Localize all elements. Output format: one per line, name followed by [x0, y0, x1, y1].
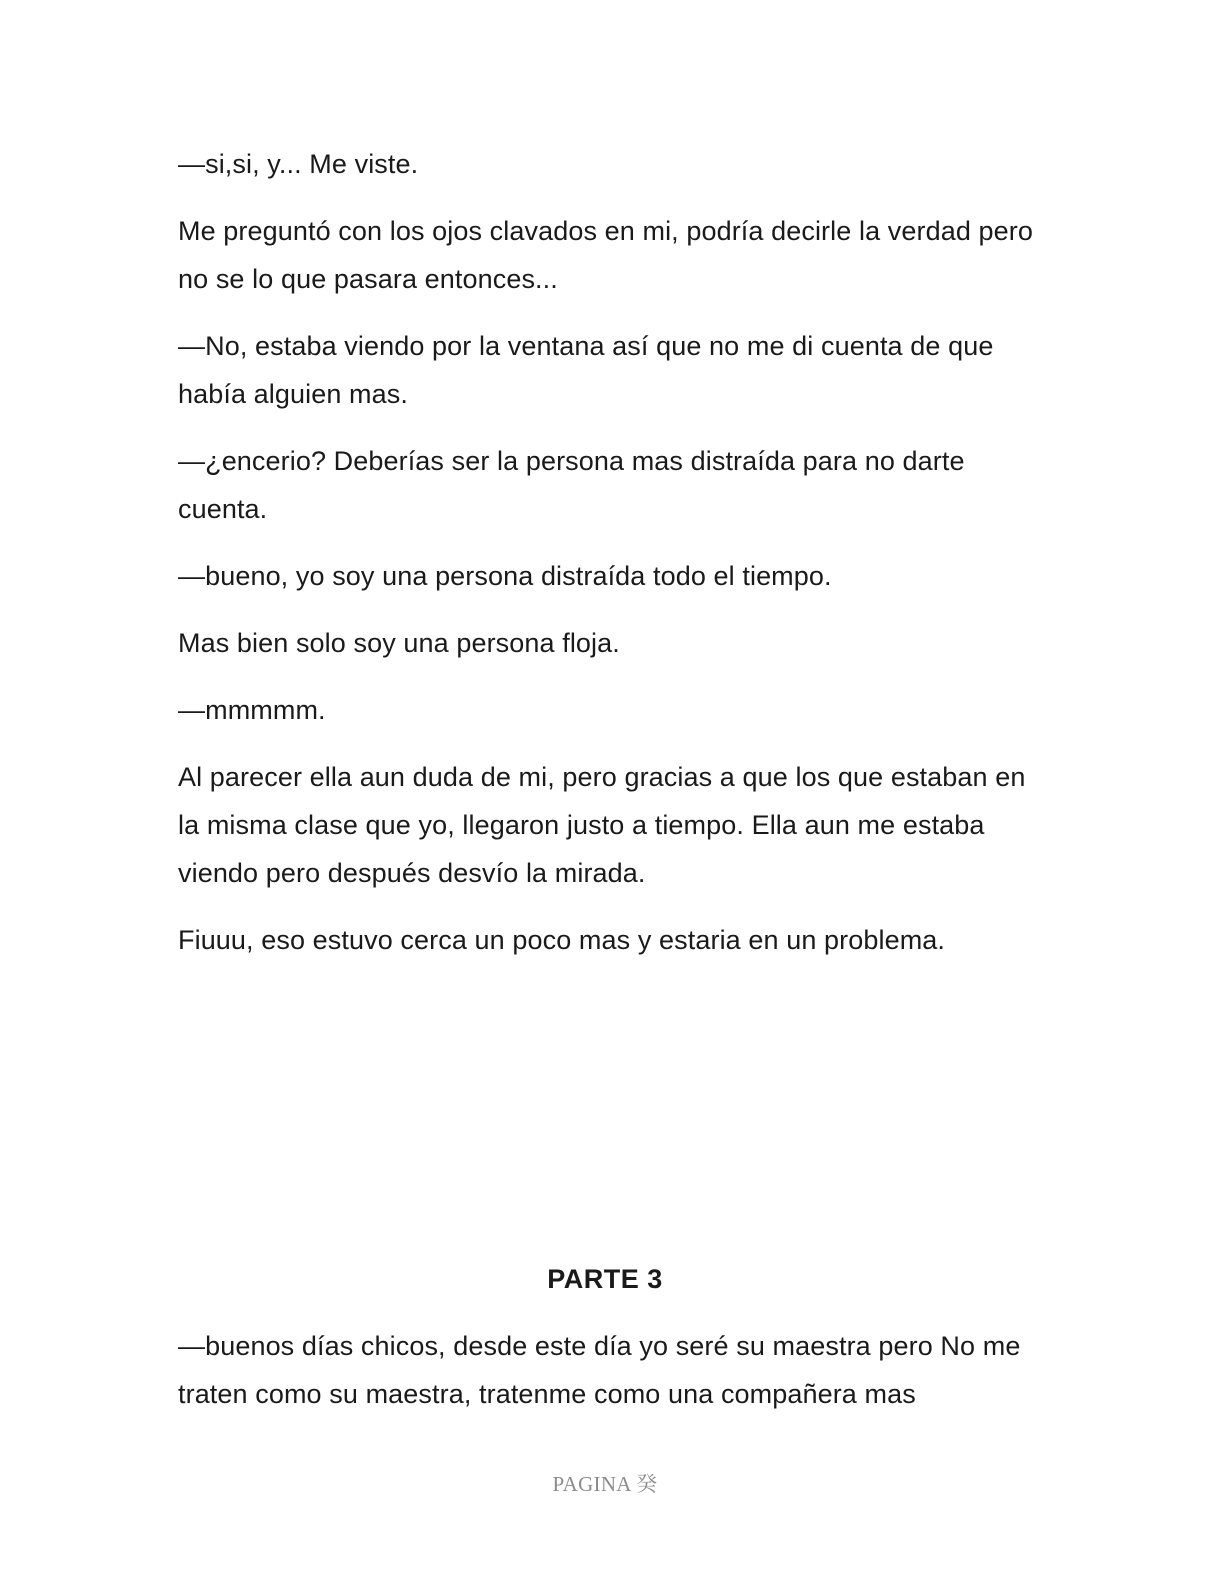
paragraph: —No, estaba viendo por la ventana así que no me di cuenta de que había alguien mas.: [178, 331, 994, 409]
paragraph: Fiuuu, eso estuvo cerca un poco mas y estaria en un problema.: [178, 925, 946, 955]
paragraph: —mmmmm.: [178, 695, 326, 725]
section-body-text: [178, 1322, 1048, 1437]
paragraph: —bueno, yo soy una persona distraída todo el tiempo.: [178, 561, 832, 591]
paragraph: —buenos días chicos, desde este día yo seré su maestra pero No me traten como su maestra, tratenme como una compañera mas: [178, 1331, 1021, 1409]
paragraph: Mas bien solo soy una persona floja.: [178, 628, 620, 658]
section-title: PARTE 3: [547, 1264, 663, 1294]
body-text: [178, 140, 1048, 983]
paragraph: Al parecer ella aun duda de mi, pero gracias a que los que estaban en la misma clase que yo, llegaron justo a tiempo. Ella aun me estaba viendo pero después desvío la mirada.: [178, 762, 1026, 888]
page-footer: PAGINA 癸: [552, 1472, 658, 1496]
paragraph: —si,si, y... Me viste.: [178, 149, 419, 179]
paragraph: —¿encerio? Deberías ser la persona mas distraída para no darte cuenta.: [178, 446, 965, 524]
paragraph: Me preguntó con los ojos clavados en mi, podría decirle la verdad pero no se lo que pasara entonces...: [178, 216, 1033, 294]
